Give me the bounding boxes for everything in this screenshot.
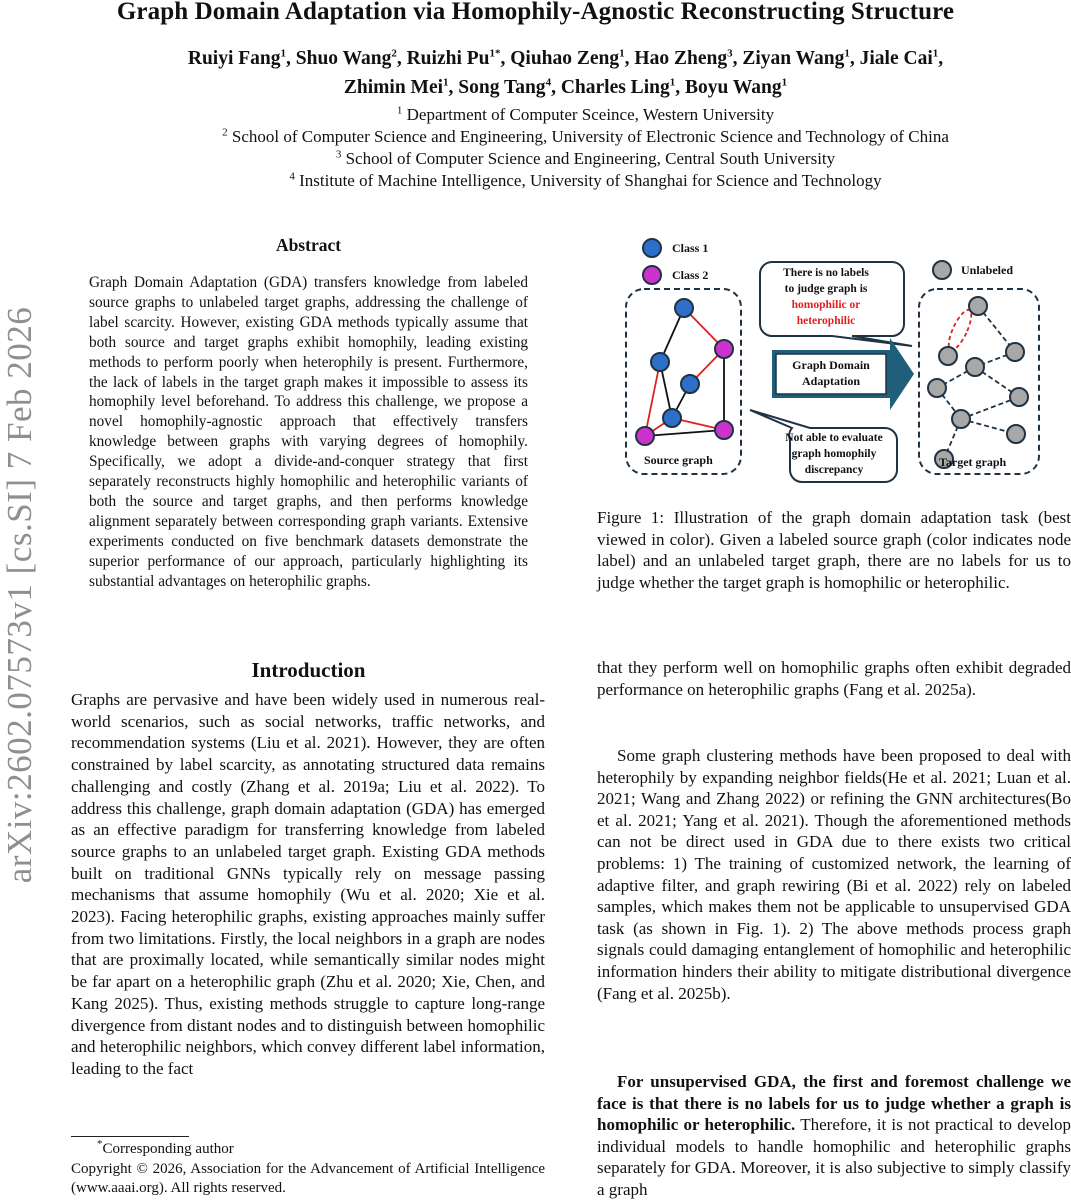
- bottom-bubble-line-3: discrepancy: [804, 464, 864, 476]
- affiliation-1: $^1$ Department of Computer Sceince, Western University: [396, 104, 775, 124]
- affiliation-2: $^2$ School of Computer Science and Engineering, University of Electronic Science and Technology of China: [222, 126, 949, 146]
- target-node: [952, 410, 970, 428]
- right-paragraph-1: that they perform well on homophilic graphs often exhibit degraded performance on heterophilic graphs (Fang et al. 2025a).: [597, 658, 1071, 699]
- target-node: [1010, 388, 1028, 406]
- author-line-2: Zhimin Mei$^1$, Song Tang$^4$, Charles Ling$^1$, Boyu Wang$^1$: [343, 76, 788, 98]
- abstract-heading: Abstract: [275, 235, 342, 255]
- source-node: [715, 340, 733, 358]
- paper-title: Graph Domain Adaptation via Homophily-Agnostic Reconstructing Structure: [116, 0, 955, 25]
- affiliations: [100, 104, 1071, 192]
- bottom-bubble-line-1: Not able to evaluate: [785, 432, 883, 444]
- target-node: [966, 358, 984, 376]
- target-node: [939, 347, 957, 365]
- right-paragraph-2: Some graph clustering methods have been proposed to deal with heterophily by expanding neighbor fields(He et al. 2021; Luan et al. 2021; Wang and Zhang 2022) or refining the GNN architectures(Bo et al. 2021; Yang et al. 2021). Though the aforementioned methods can not be direct used in GDA due to there exists two critical problems: 1) The training of customized network, the learning of adaptive filter, and graph rewiring (Bi et al. 2022) rely on labeled samples, which makes them not be applicable to unsupervised GDA task (as shown in Fig. 1). 2) The above methods process graph signals could damaging entanglement of homophilic and heterophilic information hinders their ability to mitigate distributional divergence (Fang et al. 2025b).: [597, 746, 1071, 1003]
- target-node: [1007, 425, 1025, 443]
- abstract-text: Graph Domain Adaptation (GDA) transfers knowledge from labeled source graphs to unlabeled target graphs, addressing the challenge of label scarcity. However, existing GDA methods typically assume that both source and target graphs exhibit homophily, leading existing methods to perform poorly when heterophily is present. Furthermore, the lack of labels in the target graph makes it impossible to assess its homophily level beforehand. To address this challenge, we propose a novel homophily-agnostic approach that effectively transfers knowledge between graphs with varying degrees of homophily. Specifically, we adopt a divide-and-conquer strategy that first separately reconstructs highly homophilic and heterophilic variants of both the source and target graphs, and then performs knowledge alignment separately between corresponding graph variants. Extensive experiments conducted on five benchmark datasets demonstrate the superior performance of our approach, particularly highlighting its substantial advantages on heterophilic graphs.: [89, 274, 528, 590]
- affiliation-3: $^3$ School of Computer Science and Engineering, Central South University: [335, 148, 836, 168]
- introduction-heading: Introduction: [251, 658, 366, 682]
- class2-legend-label: Class 2: [672, 268, 709, 282]
- footnote-separator: [71, 1136, 189, 1137]
- unlabeled-legend-node: [933, 261, 951, 279]
- source-node: [675, 299, 693, 317]
- target-graph-label: Target graph: [939, 455, 1007, 469]
- introduction-text: Graphs are pervasive and have been widely used in numerous real-world scenarios, such as social networks, traffic networks, and recommendation systems (Liu et al. 2021). However, they are often constrained by label scarcity, as annotating structured data remains challenging and costly (Zhang et al. 2019a; Liu et al. 2022). To address this challenge, graph domain adaptation (GDA) has emerged as an effective paradigm for transferring knowledge from labeled source graphs to an unlabeled target graph. Existing GDA methods built on traditional GNNs typically rely on message passing mechanisms that assume homophily (Wu et al. 2020; Xie et al. 2023). Facing heterophilic graphs, existing approaches mainly suffer from two limitations. Firstly, the local neighbors in a graph are nodes that are proximally located, while semantically similar nodes might be far apart on a heterophilic graph (Zhu et al. 2020; Xie, Chen, and Kang 2025). Thus, existing methods struggle to capture long-range divergence from distant nodes and to distinguish between homophilic and heterophilic neighbors, which convey different label information, leading to the fact: [71, 690, 545, 1078]
- arrow-label-line-2: Adaptation: [801, 374, 861, 388]
- arrow-label-line-1: Graph Domain: [792, 358, 870, 372]
- top-bubble-line-1: There is no labels: [783, 267, 869, 279]
- arxiv-stamp: arXiv:2602.07573v1 [cs.SI] 7 Feb 2026: [0, 306, 39, 884]
- figure-caption: Figure 1: Illustration of the graph domain adaptation task (best viewed in color). Given a labeled source graph (color indicates node label) and an unlabeled target graph, there are no labels for us to judge whether the target graph is homophilic or heterophilic.: [597, 508, 1071, 592]
- class1-legend-label: Class 1: [672, 241, 709, 255]
- target-node: [1006, 343, 1024, 361]
- target-node: [928, 379, 946, 397]
- right-paragraph-3: [597, 1071, 1071, 1201]
- source-graph-edges: [645, 308, 724, 436]
- source-node: [651, 353, 669, 371]
- source-node: [715, 421, 733, 439]
- copyright-note: Copyright © 2026, Association for the Advancement of Artificial Intelligence (www.aaai.org). All rights reserved.: [71, 1160, 545, 1196]
- author-list: [60, 44, 1071, 102]
- unlabeled-legend-label: Unlabeled: [961, 263, 1014, 277]
- footnote: *Corresponding author Copyright © 2026, Association for the Advancement of Artificial Intelligence (www.aaai.org). All rights reserved.: [71, 1140, 545, 1199]
- top-bubble-line-3: homophilic or: [791, 299, 861, 311]
- author-line-1: Ruiyi Fang$^1$, Shuo Wang$^2$, Ruizhi $Pu^{1*}$, Qiuhao Zeng$^1$, Hao Zheng$^3$, Ziyan Wang$^1$, Jiale Cai$^1$,: [187, 47, 944, 69]
- challenge-continuation: Therefore, it is not practical to develop individual models to handle homophilic and heterophilic graphs separately for GDA. Moreover, it is also subjective to simply classify a graph: [597, 1115, 1071, 1199]
- bottom-bubble-line-2: graph homophily: [791, 448, 877, 460]
- corresponding-author-note: Corresponding author: [102, 1141, 234, 1157]
- top-bubble-line-2: to judge graph is: [784, 283, 868, 295]
- challenge-statement: For unsupervised GDA, the first and foremost challenge we face is that there is no labels for us to judge whether a graph is homophilic or heterophilic.: [597, 1072, 1071, 1135]
- figure-1: [612, 232, 1067, 502]
- affiliation-4: $^4$ Institute of Machine Intelligence, University of Shanghai for Science and Technology: [289, 170, 882, 190]
- source-graph-label: Source graph: [644, 453, 713, 467]
- class1-legend-node: [643, 239, 661, 257]
- target-node: [969, 297, 987, 315]
- source-node: [663, 409, 681, 427]
- top-bubble-line-4: heterophilic: [796, 315, 856, 327]
- source-node: [681, 375, 699, 393]
- uncertain-edge-highlight: [944, 307, 975, 353]
- class2-legend-node: [643, 266, 661, 284]
- source-node: [636, 427, 654, 445]
